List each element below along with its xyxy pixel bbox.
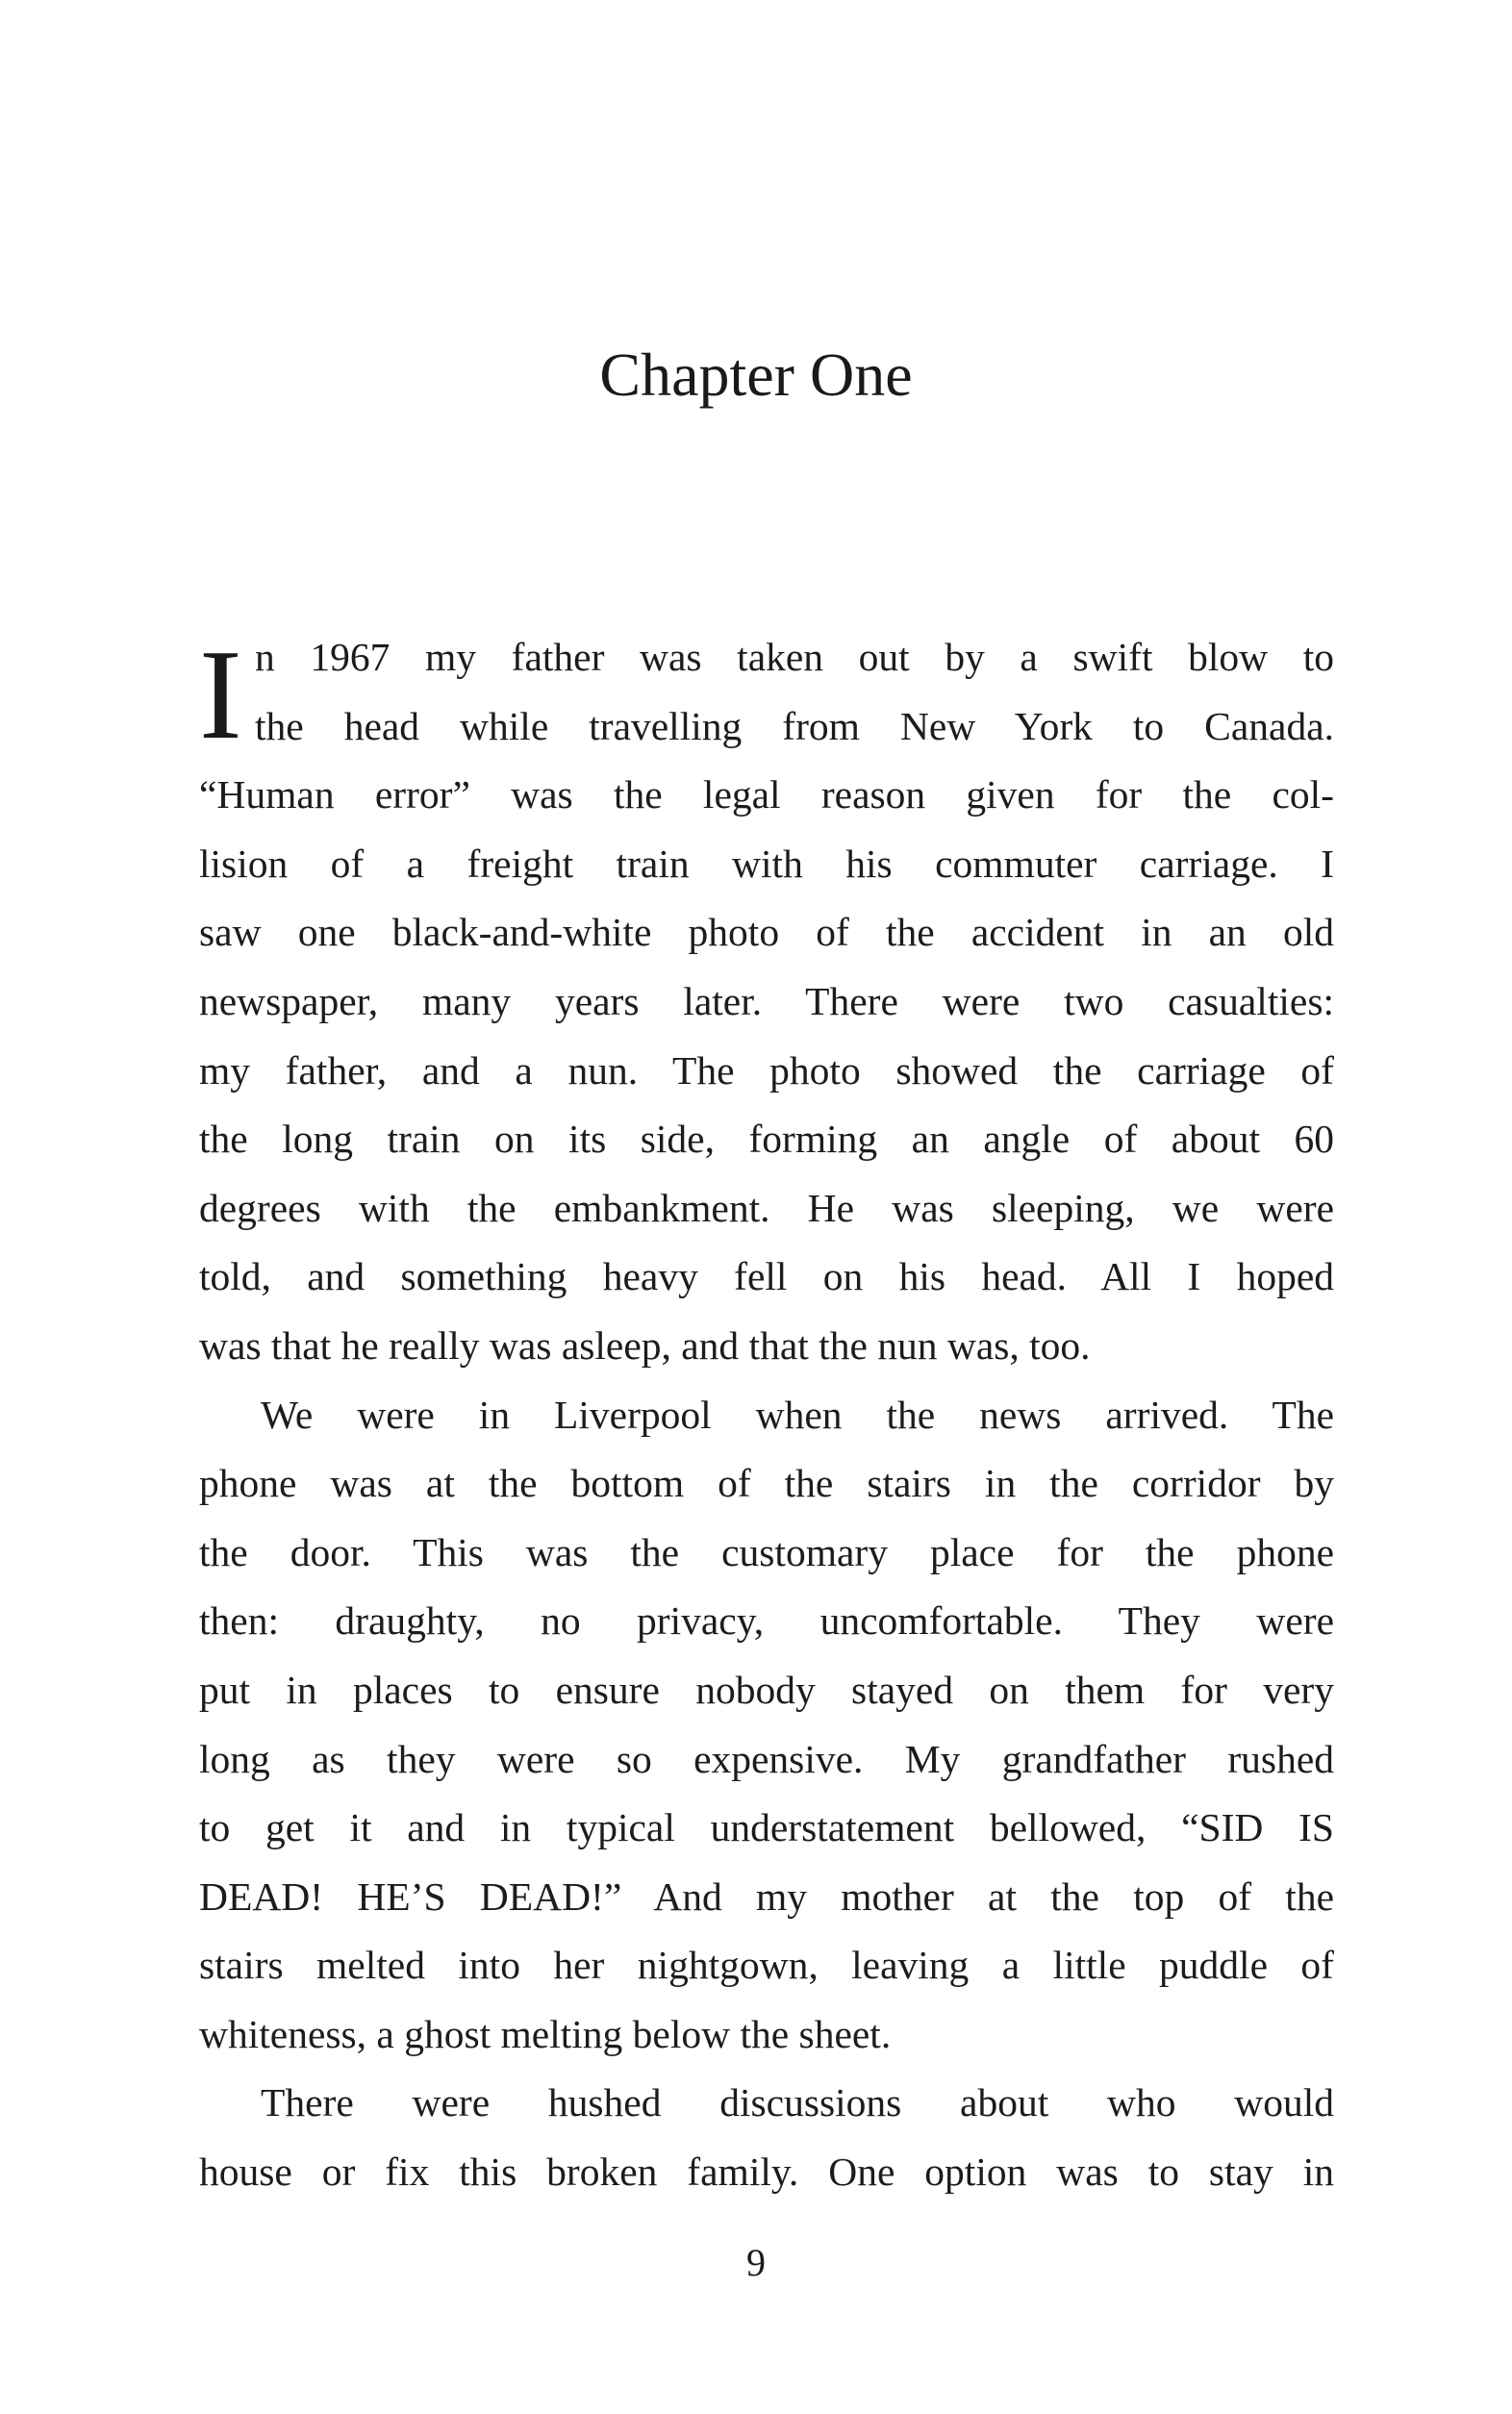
text-line: was that he really was asleep, and that the nun was, too. xyxy=(199,1322,1091,1368)
text-line: phone was at the bottom of the stairs in the corridor by xyxy=(199,1461,1334,1506)
text-line: There were hushed discussions about who would xyxy=(261,2080,1334,2125)
text-line: n 1967 my father was taken out by a swift blow to xyxy=(255,635,1334,679)
text-line: whiteness, a ghost melting below the sheet. xyxy=(199,2011,892,2056)
text-line: my father, and a nun. The photo showed the carriage of xyxy=(199,1047,1334,1093)
text-line: to get it and in typical understatement bellowed, “SID IS xyxy=(199,1805,1334,1850)
text-line: newspaper, many years later. There were two casualties: xyxy=(199,978,1334,1023)
text-line: We were in Liverpool when the news arrived. The xyxy=(261,1392,1334,1437)
text-line: long as they were so expensive. My grandfather rushed xyxy=(199,1736,1334,1781)
text-line: house or fix this broken family. One option was to stay in xyxy=(199,2150,1334,2195)
text-line: “Human error” was the legal reason given for the col- xyxy=(199,772,1334,817)
text-line: then: draughty, no privacy, uncomfortable. They were xyxy=(199,1598,1334,1644)
text-line: told, and something heavy fell on his head. All I hoped xyxy=(199,1254,1334,1299)
text-line: degrees with the embankment. He was sleeping, we were xyxy=(199,1185,1334,1230)
text-line: saw one black-and-white photo of the accident in an old xyxy=(199,910,1334,955)
drop-cap: I xyxy=(199,623,242,766)
page-number: 9 xyxy=(746,2241,766,2284)
text-line: the door. This was the customary place for the phone xyxy=(199,1529,1334,1574)
text-line: lision of a freight train with his commuter carriage. I xyxy=(199,841,1334,886)
chapter-title: Chapter One xyxy=(599,340,913,409)
text-line: stairs melted into her nightgown, leaving a little puddle of xyxy=(199,1943,1334,1988)
text-line: the head while travelling from New York to Canada. xyxy=(255,703,1334,748)
text-line: the long train on its side, forming an angle of about 60 xyxy=(199,1117,1334,1162)
text-line: put in places to ensure nobody stayed on them for very xyxy=(199,1667,1334,1712)
text-line: DEAD! HE’S DEAD!” And my mother at the top of the xyxy=(199,1873,1334,1919)
chapter-body xyxy=(199,623,1334,2207)
